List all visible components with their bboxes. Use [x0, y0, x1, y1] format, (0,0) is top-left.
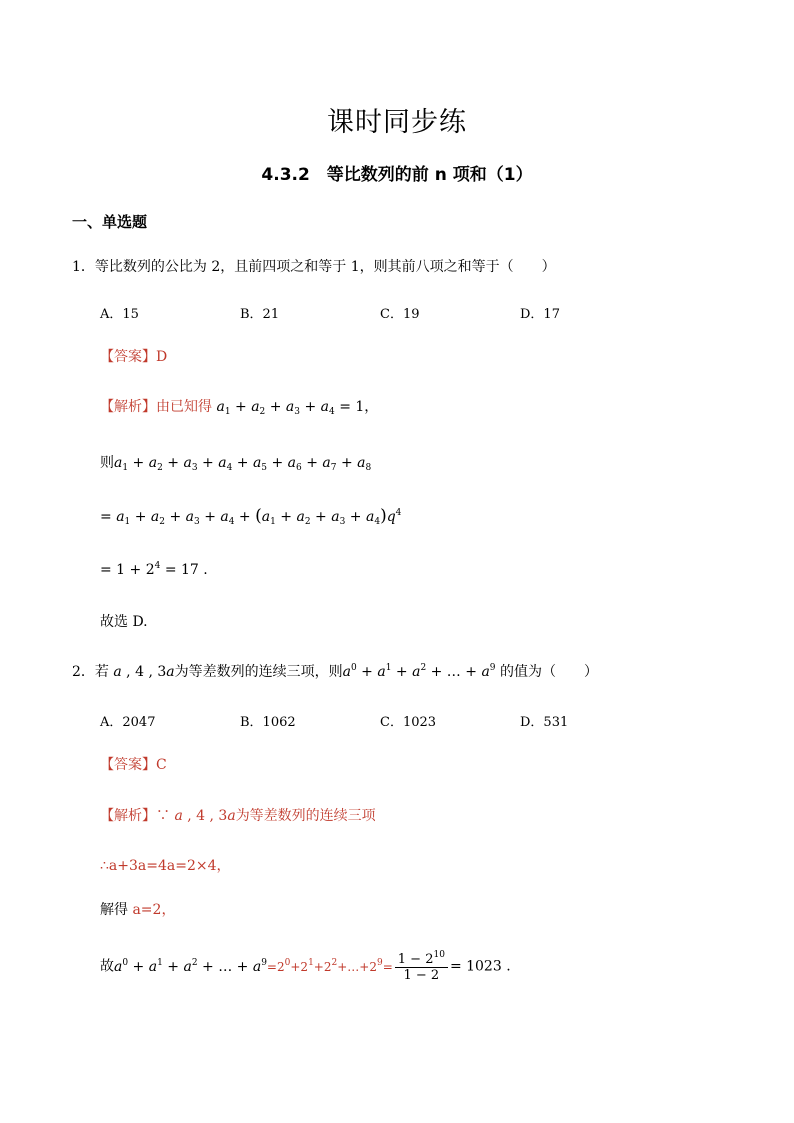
question-2-analysis: 【解析】∵ a , 4 , 3a为等差数列的连续三项	[100, 808, 376, 824]
question-1-step-2: = $a_1 + a_2 + a_3 + a_4 + (a_1 + a_2 + a_3 + a_4)q^4$	[100, 506, 402, 527]
question-1-answer	[100, 346, 167, 366]
analysis-tag: 【解析】	[100, 808, 156, 824]
question-2-answer	[100, 754, 167, 774]
question-2-option-d: D．531	[520, 715, 569, 730]
question-1-conclusion: 故选 D.	[100, 614, 148, 630]
answer-tag: 【答案】	[100, 757, 156, 773]
question-2-option-a: A．2047	[100, 715, 156, 730]
question-1-stem: 1．等比数列的公比为 2，且前四项之和等于 1，则其前八项之和等于（ ）	[72, 259, 556, 275]
question-2-step-1: ∴a+3a=4a=2×4，	[100, 858, 231, 874]
question-1-analysis	[100, 396, 378, 417]
question-1-option-d: D．17	[520, 307, 560, 322]
question-2-stem: 2．若 a , 4 , 3a为等差数列的连续三项，则$a^0 + a^1 + a^2$ + … + $a^9$ 的值为（ ）	[72, 663, 598, 680]
question-1-option-b: B．21	[240, 307, 280, 322]
question-2-step-2: 解得 a=2，	[100, 902, 176, 918]
question-1-step-3: = $1 + 2^4 = 17$ .	[100, 561, 208, 578]
question-2-option-c: C．1023	[380, 715, 437, 730]
question-1-option-a: A．15	[100, 307, 139, 322]
answer-tag: 【答案】	[100, 349, 156, 365]
analysis-intro: 由已知得	[156, 399, 212, 415]
question-1-option-c: C．19	[380, 307, 420, 322]
question-1-step-1: 则$a_1 + a_2 + a_3 + a_4 + a_5 + a_6 + a_7 + a_8$	[100, 455, 372, 473]
answer-value: D	[156, 349, 168, 365]
section-title: 一、单选题	[72, 213, 148, 231]
answer-value: C	[156, 757, 167, 773]
page-subtitle: 4.3.2 等比数列的前 n 项和（1）	[261, 165, 533, 185]
analysis-tag: 【解析】	[100, 399, 156, 415]
analysis-equation-1: $a_1 + a_2 + a_3 + a_4 = 1$，	[216, 399, 379, 417]
question-2-option-b: B．1062	[240, 715, 296, 730]
page-title: 课时同步练	[327, 107, 467, 138]
fraction: $\frac{1 - 2^{10}}{1 - 2}$	[395, 950, 448, 983]
question-2-final: 故$a^0 + a^1 + a^2$ + … + $a^9=2^0+2^1+2^2+\dots+2^9=$ $\frac{1 - 2^{10}}{1 - 2}$ = 1023 .	[100, 950, 511, 983]
